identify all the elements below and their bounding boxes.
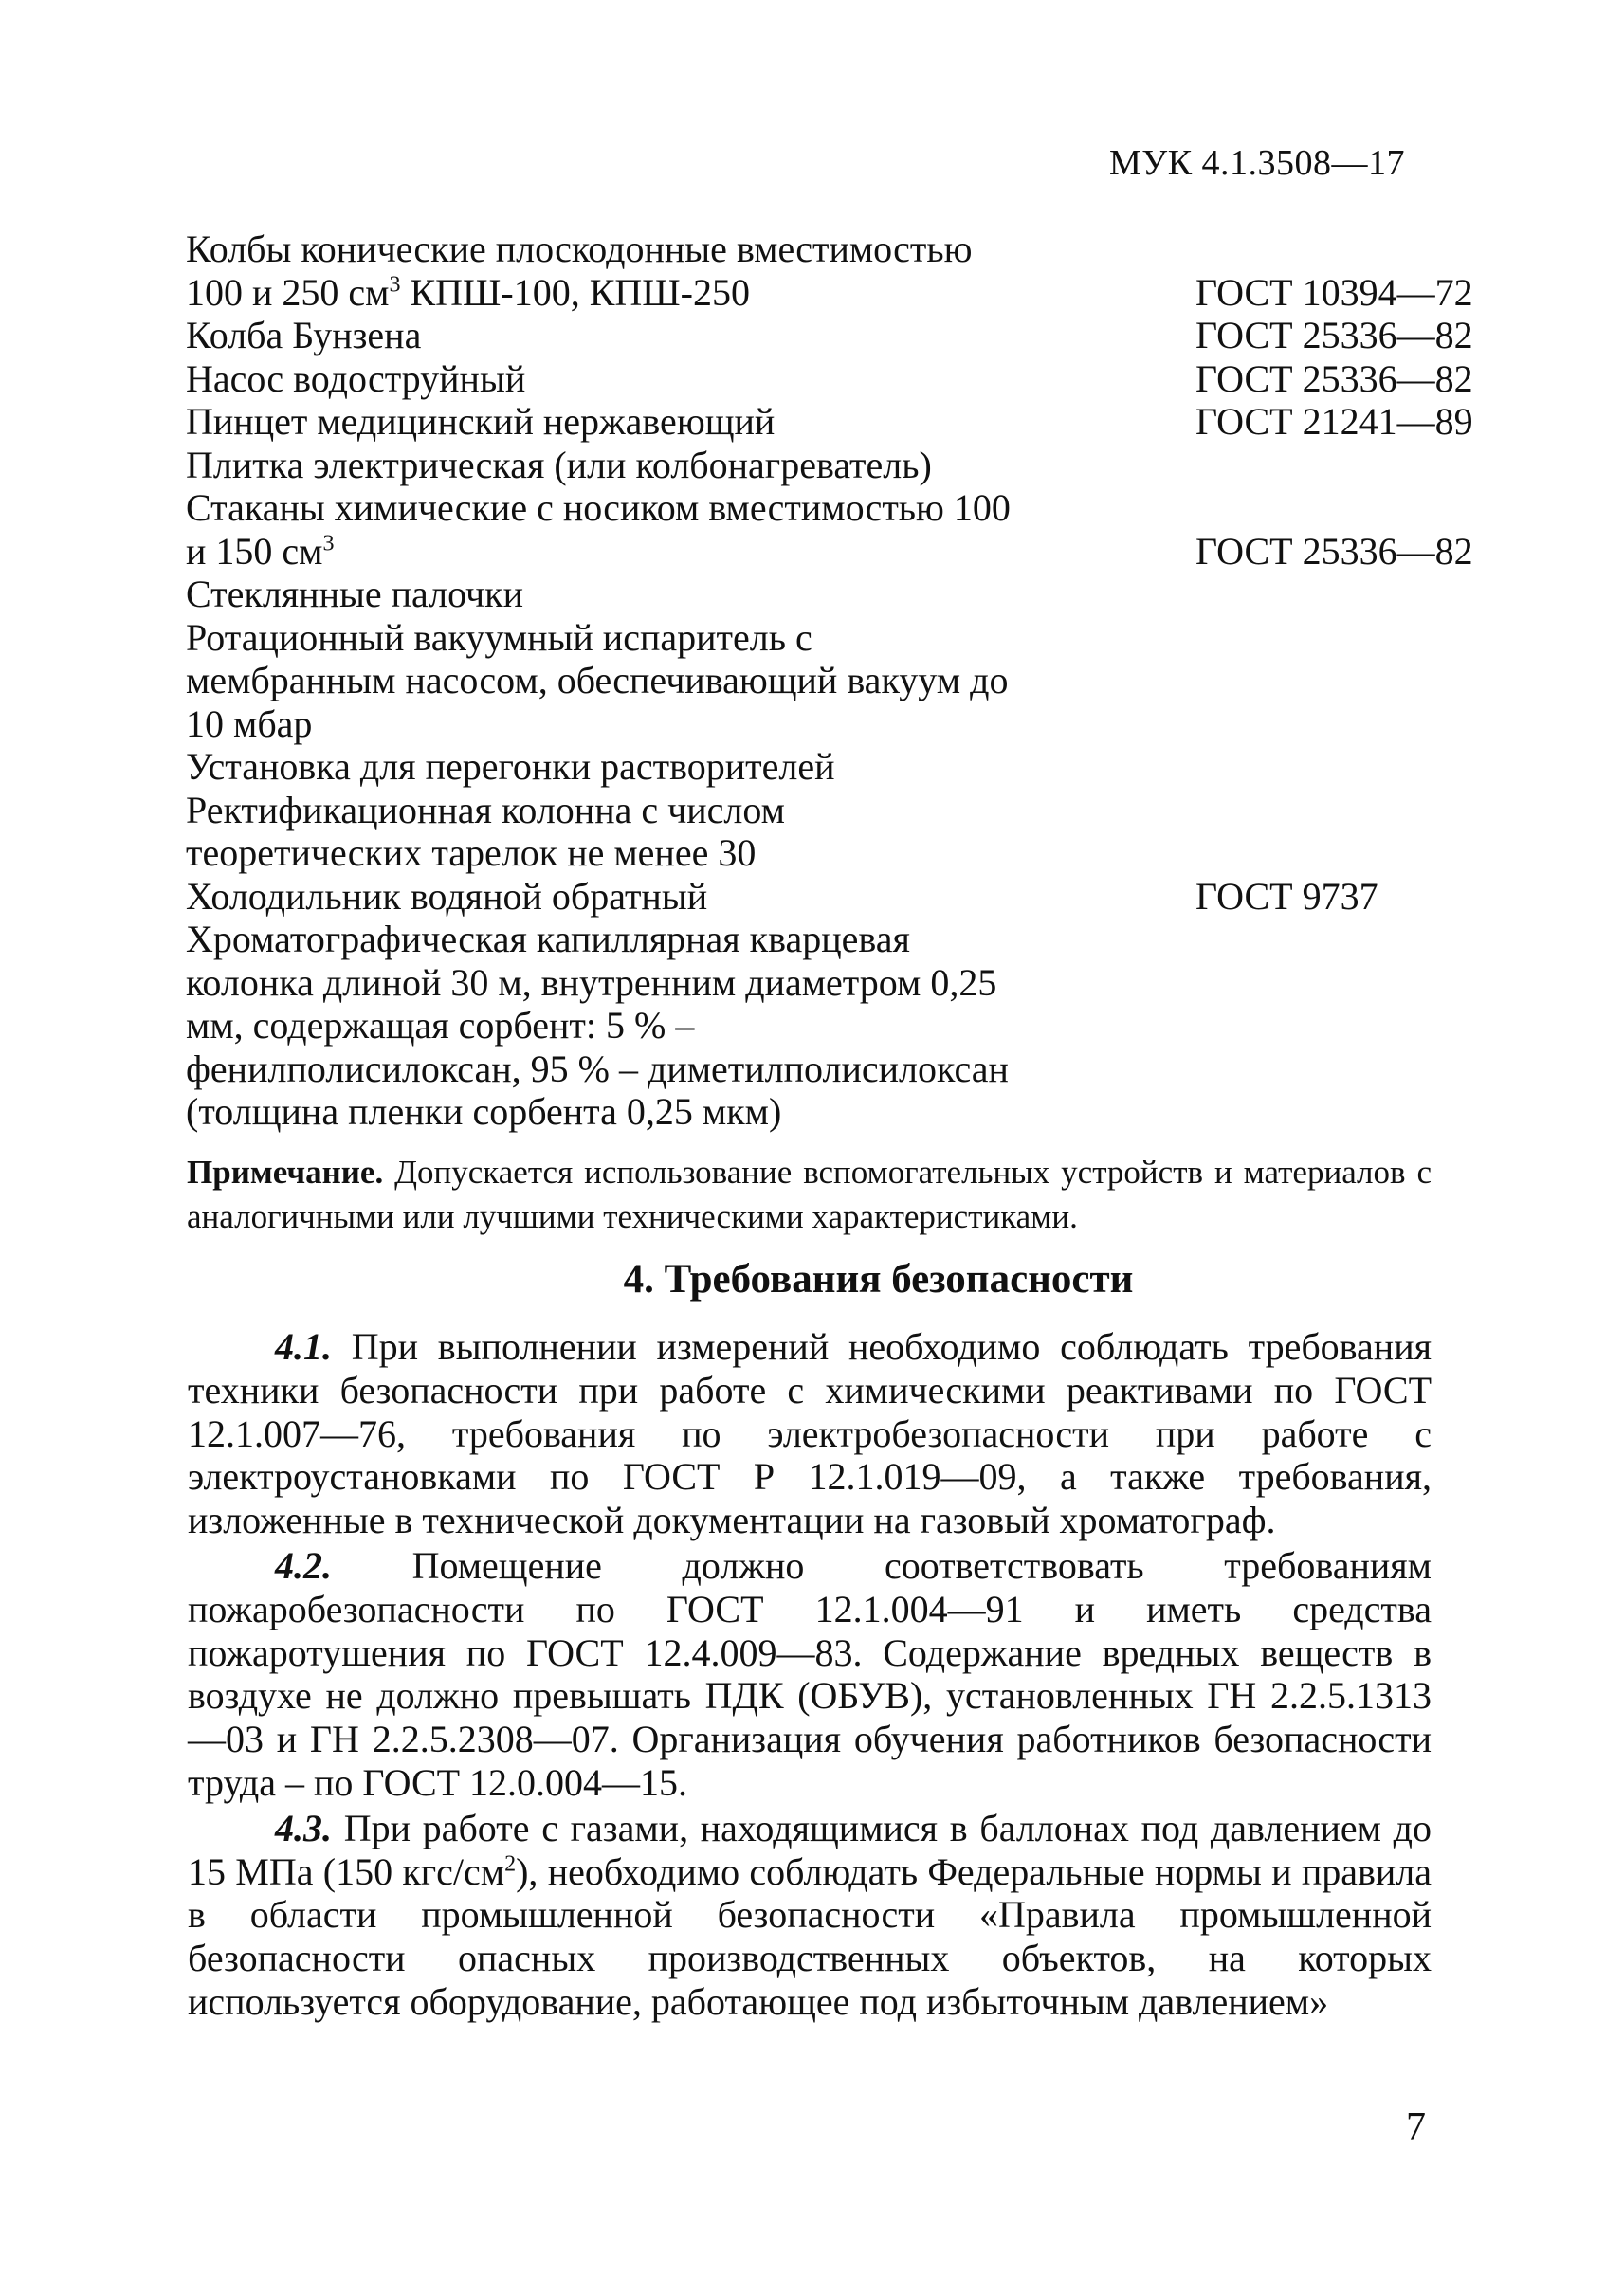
equipment-name: Пинцет медицинский нержавеющий bbox=[186, 400, 776, 443]
superscript: 2 bbox=[504, 1851, 517, 1877]
equipment-item bbox=[186, 875, 1418, 919]
equipment-name: Стеклянные палочки bbox=[186, 573, 524, 615]
paragraph-text: При выполнении измерений необходимо соблюдать требования техники безопасности при работе с химическими реактивами по ГОСТ 12.1.007—76, требования по электробезопасности при работе с электроустановками по ГОСТ Р 12.1.019—09, а также требования, изложенные в технической документации на газовый хроматограф. bbox=[188, 1325, 1432, 1542]
equipment-item bbox=[186, 486, 1473, 573]
equipment-name: Хроматографическая капиллярная кварцевая колонка длиной 30 м, внутренним диаметром 0,25 мм, содержащая сорбент: 5 % – фенилполисилоксан, 95 % – диметилполисилоксан (толщина пленки сорбента 0,25 мкм) bbox=[186, 918, 1009, 1133]
note-label: Примечание. bbox=[187, 1154, 384, 1191]
equipment-standard: ГОСТ 25336—82 bbox=[1195, 529, 1473, 573]
equipment-list bbox=[186, 228, 1473, 1134]
note-text: Допускается использование вспомогательных устройств и материалов с аналогичными или лучшими техническими характеристиками. bbox=[187, 1154, 1432, 1235]
equipment-name: Ротационный вакуумный испаритель с мембранным насосом, обеспечивающий вакуум до 10 мбар bbox=[186, 615, 1009, 745]
equipment-item bbox=[186, 745, 1418, 789]
equipment-standard: ГОСТ 9737 bbox=[1195, 874, 1378, 918]
equipment-name: Ректификационная колонна с числом теоретических тарелок не менее 30 bbox=[186, 788, 785, 874]
equipment-standard: ГОСТ 25336—82 bbox=[1195, 314, 1473, 356]
paragraph-number: 4.1. bbox=[275, 1325, 332, 1368]
paragraph-text: При работе с газами, находящимися в баллонах под давлением до 15 МПа (150 кгс/см bbox=[188, 1806, 1432, 1893]
equipment-item bbox=[186, 573, 1418, 616]
equipment-item bbox=[186, 616, 1418, 746]
equipment-name: Стаканы химические с носиком вместимостью 100 и 150 см bbox=[186, 486, 1011, 573]
equipment-standard: ГОСТ 25336—82 bbox=[1195, 356, 1473, 400]
section-title: 4. Требования безопасности bbox=[623, 1257, 1134, 1302]
paragraph-text-continued: ), необходимо соблюдать Федеральные нормы и правила в области промышленной безопасности «Правила промышленной безопасности опасных производственных объектов, на которых используется оборудование, работающее под избыточным давлением» bbox=[188, 1849, 1432, 2023]
page-number: 7 bbox=[1406, 2105, 1426, 2149]
equipment-item bbox=[186, 228, 1473, 314]
equipment-item bbox=[186, 356, 1473, 401]
section-body bbox=[188, 1325, 1432, 2026]
equipment-standard: ГОСТ 10394—72 bbox=[1195, 270, 1473, 314]
superscript: 3 bbox=[322, 531, 335, 556]
equipment-name: Колба Бунзена bbox=[186, 314, 422, 356]
equipment-item bbox=[186, 789, 1418, 875]
equipment-name: Насос водоструйный bbox=[186, 356, 526, 400]
note bbox=[187, 1150, 1432, 1239]
superscript: 3 bbox=[389, 272, 401, 298]
equipment-item bbox=[186, 400, 1473, 444]
equipment-item bbox=[186, 314, 1473, 357]
equipment-name: Установка для перегонки растворителей bbox=[186, 745, 835, 788]
equipment-item bbox=[186, 444, 1418, 487]
equipment-name-suffix: КПШ-100, КПШ-250 bbox=[400, 270, 750, 314]
document-code: МУК 4.1.3508—17 bbox=[1109, 143, 1406, 183]
paragraph-text: Помещение должно соответствовать требованиям пожаробезопасности по ГОСТ 12.1.004—91 и иметь средства пожаротушения по ГОСТ 12.4.009—83. Содержание вредных веществ в воздухе не должно превышать ПДК (ОБУВ), установленных ГН 2.2.5.1313—03 и ГН 2.2.5.2308—07. Организация обучения работников безопасности труда – по ГОСТ 12.0.004—15. bbox=[188, 1543, 1432, 1804]
equipment-name: Плитка электрическая (или колбонагреватель) bbox=[186, 443, 932, 486]
paragraph bbox=[188, 1807, 1432, 2024]
paragraph bbox=[188, 1325, 1432, 1542]
equipment-standard: ГОСТ 21241—89 bbox=[1195, 400, 1473, 443]
paragraph-number: 4.2. bbox=[275, 1543, 332, 1587]
paragraph bbox=[188, 1544, 1432, 1805]
equipment-item bbox=[186, 918, 1418, 1134]
paragraph-number: 4.3. bbox=[275, 1806, 332, 1849]
equipment-name: Холодильник водяной обратный bbox=[186, 874, 708, 918]
equipment-name: Колбы конические плоскодонные вместимостью 100 и 250 см bbox=[186, 228, 973, 314]
